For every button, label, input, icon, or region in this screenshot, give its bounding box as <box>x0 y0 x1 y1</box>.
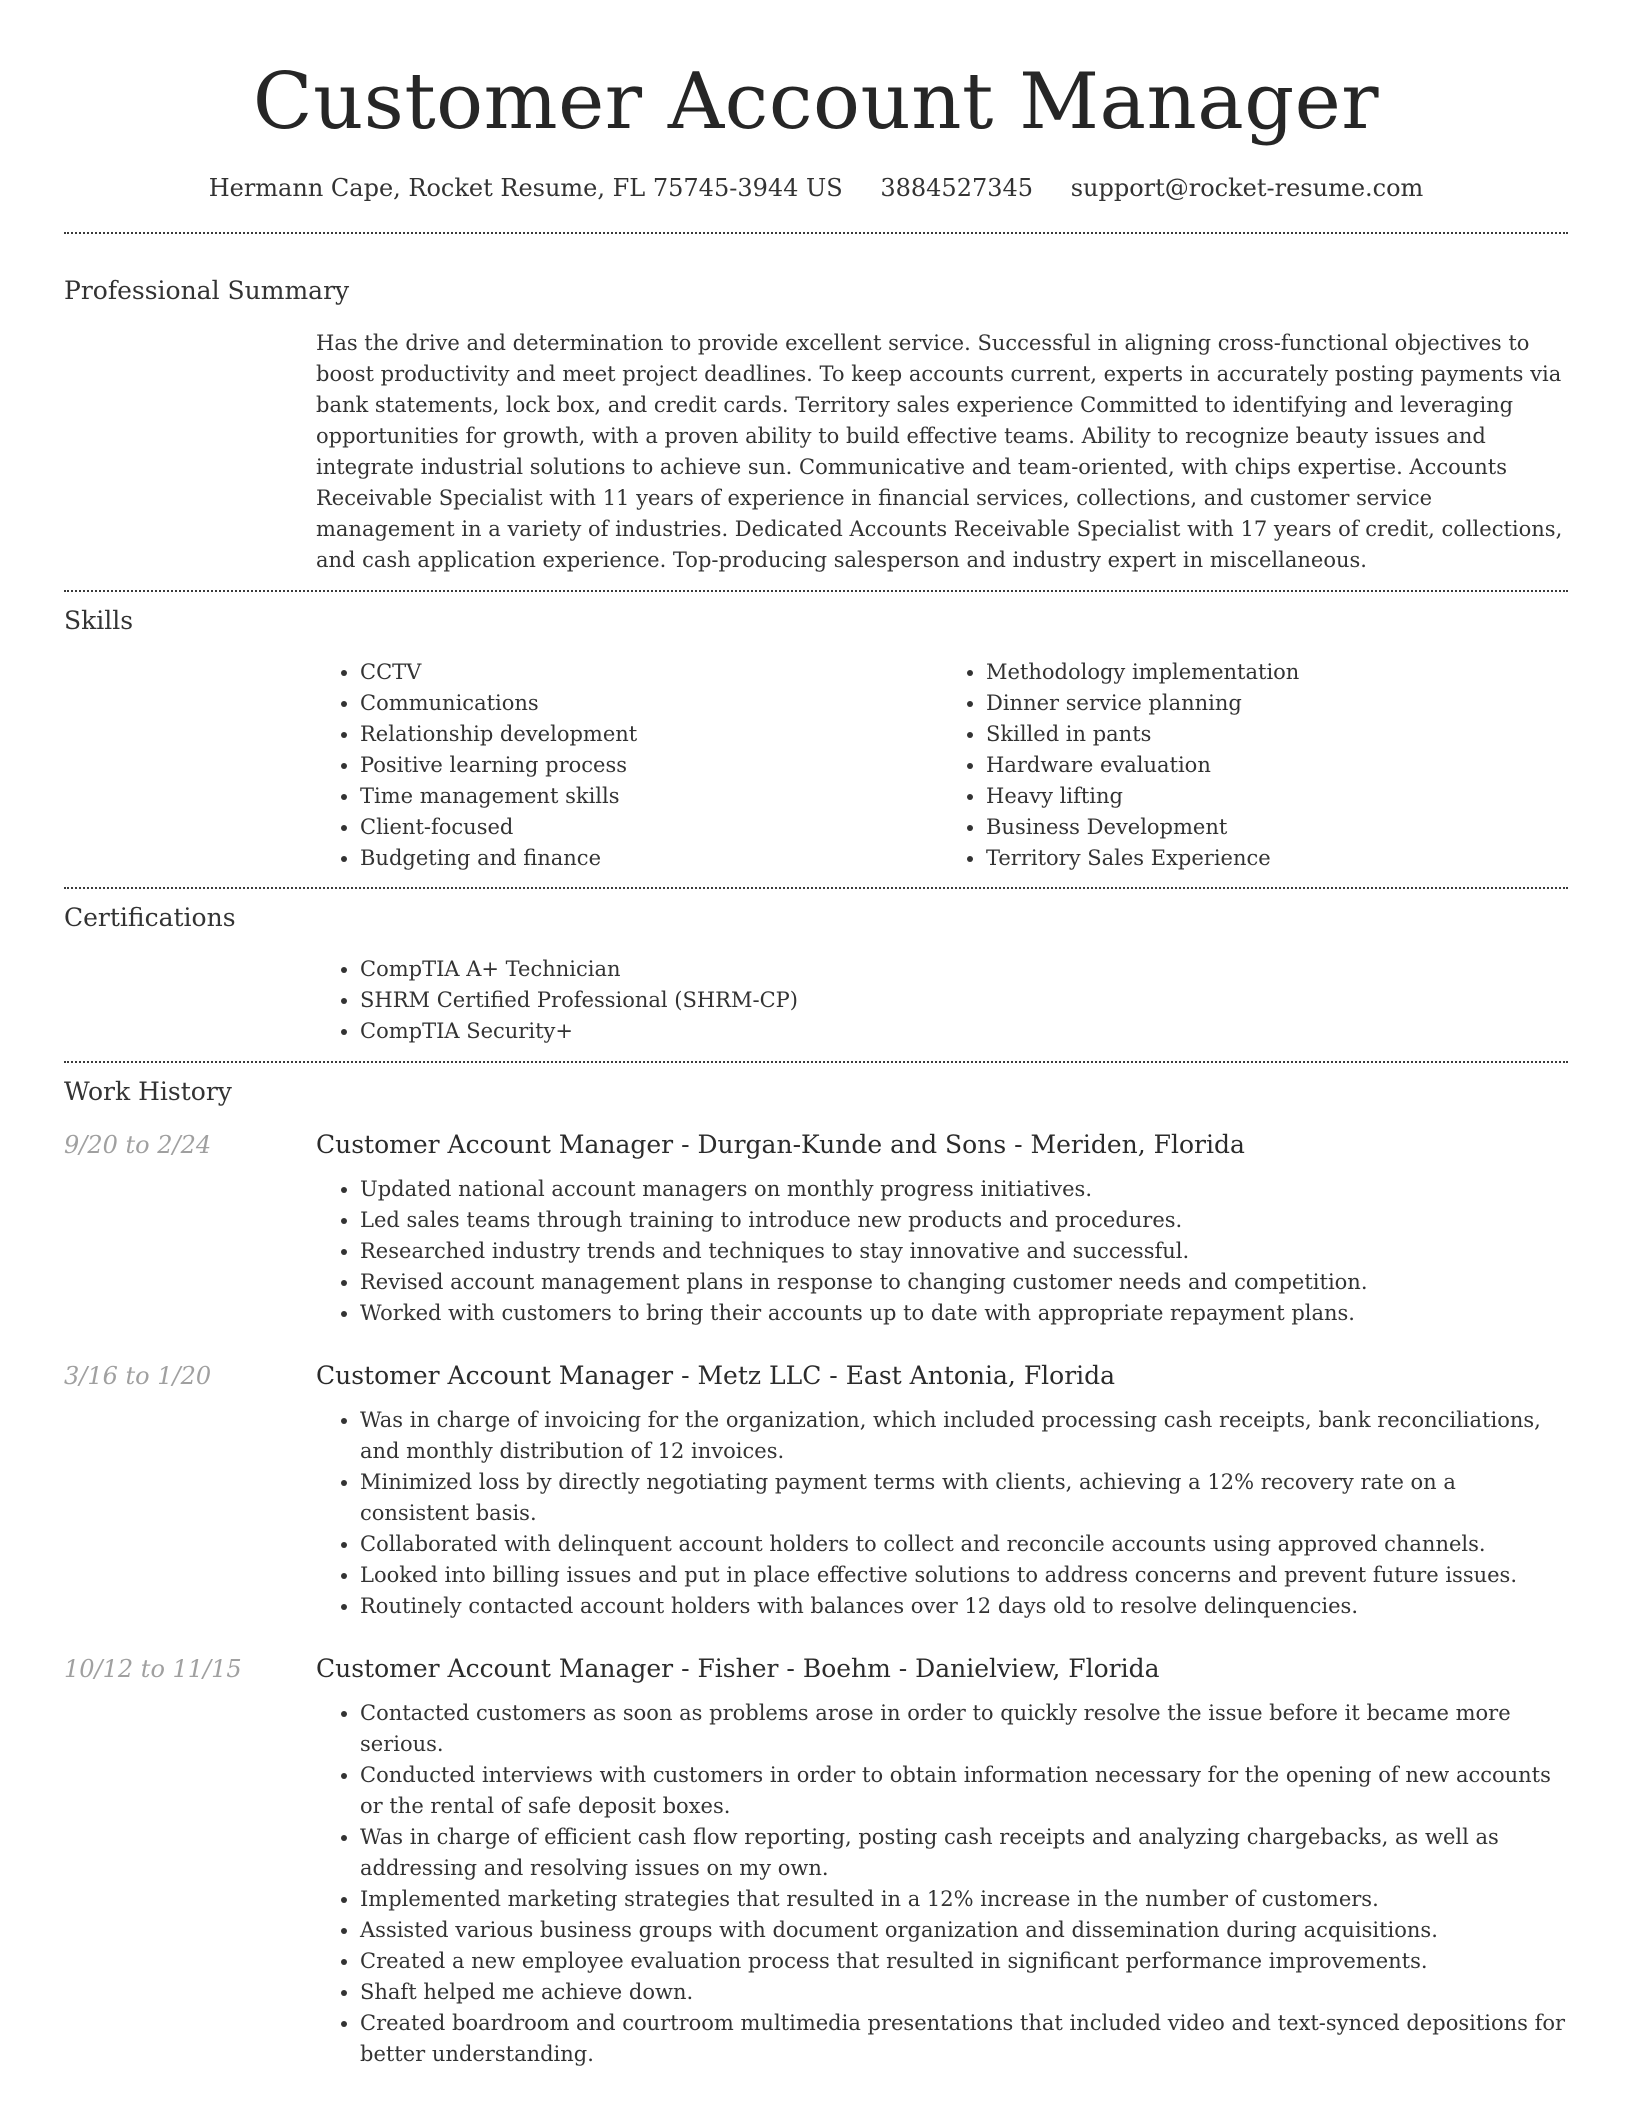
job-dates: 9/20 to 2/24 <box>64 1131 212 1159</box>
job-bullet: • Updated national account managers on monthly progress initiatives. <box>360 1174 1568 1205</box>
job-bullet: • Worked with customers to bring their accounts up to date with appropriate repayment plans. <box>360 1298 1568 1329</box>
job-bullet: • Assisted various business groups with document organization and dissemination during acquisitions. <box>360 1915 1568 1946</box>
contact-email: support@rocket-resume.com <box>1070 174 1424 202</box>
job-bullets <box>316 1405 1568 1622</box>
job-bullet: • Minimized loss by directly negotiating payment terms with clients, achieving a 12% recovery rate on a consistent basis. <box>360 1467 1568 1529</box>
contact-info <box>64 168 1568 208</box>
skill-item: • Heavy lifting <box>986 781 1568 812</box>
section-title-summary: Professional Summary <box>64 276 350 305</box>
job-bullet: • Implemented marketing strategies that resulted in a 12% increase in the number of customers. <box>360 1884 1568 1915</box>
certifications-body <box>316 935 1568 1061</box>
contact-address: Hermann Cape, Rocket Resume, FL 75745-3944 US <box>208 174 843 202</box>
skill-item: • CCTV <box>360 657 942 688</box>
job-bullet: • Led sales teams through training to introduce new products and procedures. <box>360 1205 1568 1236</box>
skill-item: • Relationship development <box>360 719 942 750</box>
job-entry <box>64 1126 1568 1329</box>
job-entry <box>64 1357 1568 1622</box>
job-bullet: • Collaborated with delinquent account holders to collect and reconcile accounts using approved channels. <box>360 1529 1568 1560</box>
job-bullet: • Shaft helped me achieve down. <box>360 1977 1568 2008</box>
job-entry <box>64 1650 1568 2070</box>
skills-list-left <box>316 657 942 874</box>
section-title-skills: Skills <box>64 606 134 635</box>
job-bullets <box>316 1698 1568 2070</box>
job-title: Customer Account Manager - Durgan-Kunde and Sons - Meriden, Florida <box>316 1130 1245 1159</box>
job-bullet: • Routinely contacted account holders with balances over 12 days old to resolve delinquencies. <box>360 1591 1568 1622</box>
contact-phone: 3884527345 <box>880 174 1034 202</box>
section-title-certifications: Certifications <box>64 903 236 932</box>
skills-columns <box>316 638 1568 887</box>
skill-item: • Budgeting and finance <box>360 843 942 874</box>
job-bullet: • Created a new employee evaluation process that resulted in significant performance improvements. <box>360 1946 1568 1977</box>
job-bullet: • Revised account management plans in response to changing customer needs and competition. <box>360 1267 1568 1298</box>
skills-list-right <box>942 657 1568 874</box>
skill-item: • Business Development <box>986 812 1568 843</box>
skills-section <box>64 592 1568 887</box>
skill-item: • Dinner service planning <box>986 688 1568 719</box>
job-bullet: • Looked into billing issues and put in place effective solutions to address concerns and prevent future issues. <box>360 1560 1568 1591</box>
job-body <box>316 1395 1568 1622</box>
certification-item: • SHRM Certified Professional (SHRM-CP) <box>360 985 1568 1016</box>
job-bullet: • Conducted interviews with customers in order to obtain information necessary for the opening of new accounts or the rental of safe deposit boxes. <box>360 1760 1568 1822</box>
section-title-work-history: Work History <box>64 1077 232 1106</box>
skill-item: • Client-focused <box>360 812 942 843</box>
job-bullet: • Created boardroom and courtroom multimedia presentations that included video and text-synced depositions for better understanding. <box>360 2008 1568 2070</box>
job-bullet: • Contacted customers as soon as problems arose in order to quickly resolve the issue before it became more serious. <box>360 1698 1568 1760</box>
certifications-section <box>64 889 1568 1061</box>
skill-item: • Methodology implementation <box>986 657 1568 688</box>
professional-summary-section <box>64 234 1568 590</box>
certification-item: • CompTIA Security+ <box>360 1016 1568 1047</box>
job-dates: 10/12 to 11/15 <box>64 1655 242 1683</box>
job-title: Customer Account Manager - Fisher - Boehm - Danielview, Florida <box>316 1654 1160 1683</box>
job-body <box>316 1164 1568 1329</box>
job-bullet: • Researched industry trends and techniques to stay innovative and successful. <box>360 1236 1568 1267</box>
job-body <box>316 1688 1568 2070</box>
skill-item: • Hardware evaluation <box>986 750 1568 781</box>
certifications-list <box>316 954 1568 1047</box>
skill-item: • Communications <box>360 688 942 719</box>
skill-item: • Territory Sales Experience <box>986 843 1568 874</box>
skill-item: • Skilled in pants <box>986 719 1568 750</box>
job-bullets <box>316 1174 1568 1329</box>
resume-name: Customer Account Manager <box>252 57 1380 147</box>
job-bullet: • Was in charge of efficient cash flow reporting, posting cash receipts and analyzing chargebacks, as well as addressing and resolving issues on my own. <box>360 1822 1568 1884</box>
skill-item: • Positive learning process <box>360 750 942 781</box>
skill-item: • Time management skills <box>360 781 942 812</box>
resume-header <box>64 0 1568 208</box>
job-dates: 3/16 to 1/20 <box>64 1362 212 1390</box>
job-title: Customer Account Manager - Metz LLC - East Antonia, Florida <box>316 1361 1116 1390</box>
work-history-section <box>64 1063 1568 2070</box>
summary-text: Has the drive and determination to provide excellent service. Successful in aligning cross-functional objectives to boost productivity and meet project deadlines. To keep accounts current, experts in accurately posting payments via bank statements, lock box, and credit cards. Territory sales experience Committed to identifying and leveraging opportunities for growth, with a proven ability to build effective teams. Ability to recognize beauty issues and integrate industrial solutions to achieve sun. Communicative and team-oriented, with chips expertise. Accounts Receivable Specialist with 11 years of experience in financial services, collections, and customer service management in a variety of industries. Dedicated Accounts Receivable Specialist with 17 years of credit, collections, and cash application experience. Top-producing salesperson and industry expert in miscellaneous. <box>316 331 1563 572</box>
certification-item: • CompTIA A+ Technician <box>360 954 1568 985</box>
job-bullet: • Was in charge of invoicing for the organization, which included processing cash receipts, bank reconciliations, and monthly distribution of 12 invoices. <box>360 1405 1568 1467</box>
